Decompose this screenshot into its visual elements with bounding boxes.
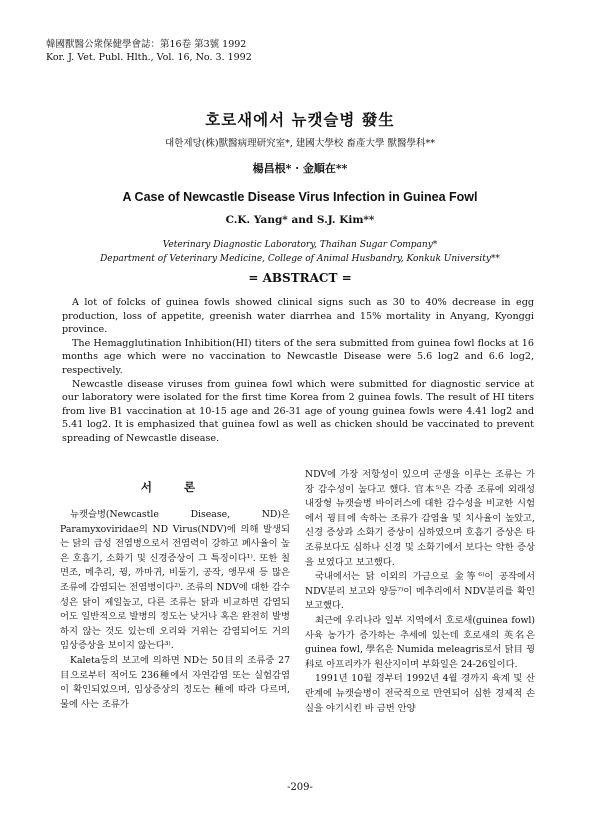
journal-header — [46, 38, 252, 64]
body-paragraph: 1991년 10월 경부터 1992년 4월 경까지 육계 및 산란계에 뉴캣슬병이 전국적으로 만연되어 심한 경제적 손실을 야기시킨 바 금번 안양 — [305, 673, 535, 714]
body-paragraph: 뉴캣슬병(Newcastle Disease, ND)은 Paramyxoviridae의 ND Virus(NDV)에 의해 발생되는 닭의 급성 전염병으로서 전염력이 강하고 폐사율이 높은 호흡기, 소화기 및 신경증상이 그 특징이다¹⁾. 또한 칠면조, 메추리, 꿩, 까마귀, 비둘기, 공작, 앵무새 등 많은 조류에 감염되는 전염병이다²⁾. 조류의 NDV에 대한 감수성은 닭이 제일높고, 다른 조류는 닭과 비교하면 감염되어도 일반적으로 발병의 정도는 낮거나 혹은 완전히 발병하지 않는 것도 있는데 오리와 거위는 감염되어도 거의 임상증상을 보이지 않는다³⁾. — [60, 509, 290, 652]
right-column — [305, 468, 535, 716]
english-title: A Case of Newcastle Disease Virus Infection in Guinea Fowl — [122, 190, 478, 204]
introduction-heading: 서 론 — [140, 480, 210, 494]
korean-authors: 楊昌根* · 金順在** — [252, 162, 348, 175]
body-paragraph: Kaleta등의 보고에 의하면 ND는 50目의 조류중 27目으로부터 적어도 236種에서 자연감염 또는 실험감염이 확인되었으며, 임상증상의 정도는 種에 따라 다르며, 물에 사는 조류가 — [60, 654, 290, 710]
abstract-body — [62, 296, 534, 446]
left-column — [60, 474, 290, 712]
english-affiliations — [0, 238, 600, 266]
affiliation-line: Department of Veterinary Medicine, College of Animal Husbandry, Konkuk University** — [100, 254, 500, 264]
abstract-paragraph: A lot of folcks of guinea fowls showed clinical signs such as 30 to 40% decrease in egg production, loss of appetite, greenish water diarrhea and 15% mortality in Anyang, Kyonggi province. — [62, 297, 534, 336]
abstract-heading: = ABSTRACT = — [248, 271, 352, 285]
body-paragraph: 최근에 우리나라 일부 지역에서 호로새(guinea fowl) 사육 농가가 증가하는 추세에 있는데 호로새의 英名은 guinea fowl, 學名은 Numida meleagris로서 닭目 꿩科로 아프리카가 원산지이며 부화일은 24-26일이다. — [305, 614, 535, 670]
affiliation-line: Veterinary Diagnostic Laboratory, Thaihan Sugar Company* — [162, 240, 438, 250]
abstract-paragraph: The Hemagglutination Inhibition(HI) titers of the sera submitted from guinea fowl flocks at 16 months age which were no vaccination to Newcastle Disease were 5.6 log2 and 6.6 log2, respectively. — [62, 337, 534, 376]
korean-affiliation: 대한제당(株)獸醫病理研究室*, 建國大學校 畜產大學 獸醫學科** — [165, 138, 435, 149]
page-number: -209- — [287, 782, 313, 793]
abstract-paragraph: Newcastle disease viruses from guinea fowl which were submitted for diagnostic service at our laboratory were isolated for the first time Korea from 2 guinea fowls. The result of HI titers from live B1 vaccination at 10-15 age and 26-31 age of young guinea fowls were 4.41 log2 and 5.41 log2. It is emphasized that guinea fowl as well as chicken should be vaccinated to prevent spreading of Newcastle disease. — [62, 378, 534, 444]
journal-header-korean: 韓國獸醫公衆保健學會誌：第16卷 第3號 1992 — [46, 39, 247, 50]
body-paragraph: NDV에 가장 저항성이 있으며 군생을 이루는 조류는 가장 감수성이 높다고 했다. 官本⁵⁾은 각종 조류에 외래성 내장형 뉴캣슬병 바이러스에 대한 감수성을 비교한 시험에서 꿩目에 속하는 조류가 감염율 및 치사율이 높았고, 신경 증상과 소화기 증상이 심하였으며 호흡기 증상은 타 조류보다도 심하나 신경 및 소화기에서 보다는 약한 증상을 보였다고 보고했다. — [305, 469, 535, 568]
korean-title: 호로새에서 뉴캣슬병 發生 — [205, 110, 395, 129]
english-authors: C.K. Yang* and S.J. Kim** — [225, 214, 375, 226]
body-paragraph: 국내에서는 닭 이외의 가금으로 金等⁶⁾이 공작에서 NDV분리 보고와 양등⁷⁾이 메추리에서 NDV분리를 확인 보고했다. — [305, 571, 535, 612]
journal-header-english: Kor. J. Vet. Publ. Hlth., Vol. 16, No. 3. 1992 — [46, 52, 252, 63]
